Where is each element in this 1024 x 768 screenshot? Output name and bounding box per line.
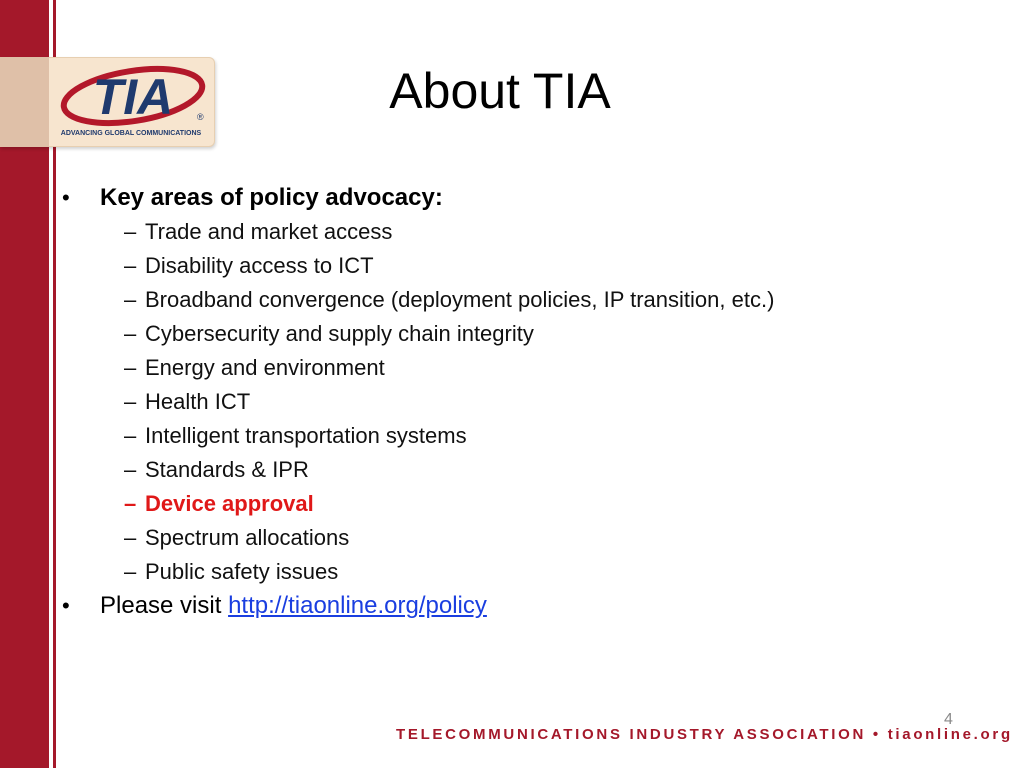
sub-item-text: Trade and market access — [145, 219, 393, 244]
sub-item-text: Disability access to ICT — [145, 253, 374, 278]
sub-item — [62, 385, 962, 419]
dash-marker: – — [124, 423, 137, 448]
sub-item — [62, 453, 962, 487]
sub-item — [62, 521, 962, 555]
logo-wordmark: TIA — [92, 69, 174, 125]
sub-item-text: Spectrum allocations — [145, 525, 350, 550]
sub-item-highlighted — [62, 487, 962, 521]
sub-item-text: Energy and environment — [145, 355, 385, 380]
dash-marker: – — [124, 457, 137, 482]
bullet-dot: • — [62, 593, 70, 618]
dash-marker: – — [124, 389, 137, 414]
dash-marker: – — [124, 525, 137, 550]
page-number: 4 — [944, 711, 953, 728]
bullet-item-visit — [62, 589, 962, 623]
sub-item — [62, 419, 962, 453]
bullet-visit-text — [100, 589, 487, 623]
footer-banner: TELECOMMUNICATIONS INDUSTRY ASSOCIATION • tiaonline.org — [396, 726, 1013, 743]
logo-registered-mark: ® — [197, 112, 204, 122]
sub-item-text: Intelligent transportation systems — [145, 423, 467, 448]
sub-item — [62, 317, 962, 351]
dash-marker: – — [124, 559, 137, 584]
sub-item — [62, 283, 962, 317]
sub-item-text: Health ICT — [145, 389, 251, 414]
sub-item-text: Cybersecurity and supply chain integrity — [145, 321, 534, 346]
slide-content — [62, 181, 962, 623]
dash-marker: – — [124, 287, 137, 312]
sub-item-text: Public safety issues — [145, 559, 339, 584]
bullet-item-policy-advocacy — [62, 181, 962, 215]
tia-logo — [58, 62, 208, 142]
sub-item-text: Standards & IPR — [145, 457, 309, 482]
sub-item — [62, 215, 962, 249]
policy-link[interactable]: http://tiaonline.org/policy — [228, 592, 487, 619]
slide-title: About TIA — [389, 63, 611, 119]
sub-item-text: Broadband convergence (deployment policies, IP transition, etc.) — [145, 287, 775, 312]
dash-marker: – — [124, 219, 137, 244]
dash-marker: – — [124, 491, 137, 516]
dash-marker: – — [124, 321, 137, 346]
visit-prefix: Please visit — [100, 592, 229, 619]
logo-tagline: ADVANCING GLOBAL COMMUNICATIONS — [60, 130, 202, 137]
dash-marker: – — [124, 355, 137, 380]
bullet-dot: • — [62, 185, 70, 210]
sub-item — [62, 249, 962, 283]
sub-item — [62, 555, 962, 589]
logo-panel-tint — [0, 57, 49, 147]
sub-item — [62, 351, 962, 385]
sub-item-text: Device approval — [145, 491, 314, 516]
bullet-label: Key areas of policy advocacy: — [100, 184, 443, 211]
dash-marker: – — [124, 253, 137, 278]
